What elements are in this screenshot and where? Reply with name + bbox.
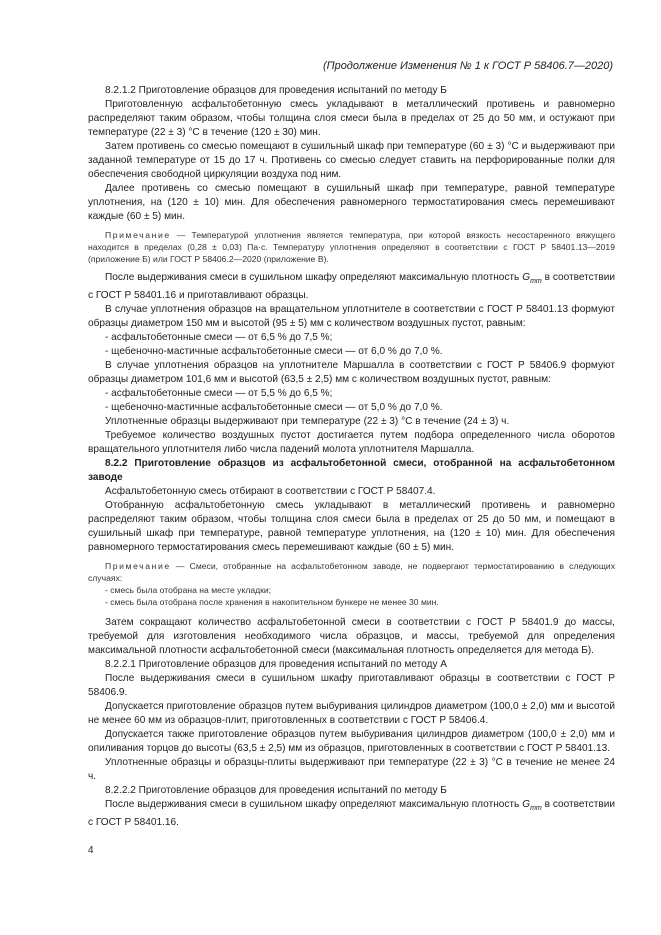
paragraph: Приготовленную асфальтобетонную смесь укладывают в металлический противень и равномерно распределяют таким образом, чтобы толщина слоя смеси была в пределах от 25 до 50 мм, и остужают при температуре (22 ± 3) °С в течение (120 ± 30) мин.: [88, 99, 615, 138]
paragraph: Уплотненные образцы выдерживают при температуре (22 ± 3) °С в течение (24 ± 3) ч.: [105, 416, 510, 428]
note: [88, 230, 615, 265]
list-item: - щебеночно-мастичные асфальтобетонные смеси — от 5,0 % до 7,0 %.: [105, 402, 443, 414]
section-heading: 8.2.2 Приготовление образцов из асфальтобетонной смеси, отобранной на асфальтобетонном заводе: [88, 458, 615, 484]
paragraph: Далее противень со смесью помещают в сушильный шкаф при температуре, равной температуре уплотнения, на (120 ± 10) мин. Для обеспечения равномерного термостатирования смесь перемешивают каждые (60 ± 5) мин.: [88, 183, 615, 222]
paragraph: Асфальтобетонную смесь отбирают в соответствии с ГОСТ Р 58407.4.: [105, 486, 436, 498]
page-number: 4: [88, 845, 94, 856]
note-list-item: - смесь была отобрана на месте укладки;: [105, 585, 272, 595]
note-list-item: - смесь была отобрана после хранения в накопительном бункере не менее 30 мин.: [105, 596, 439, 607]
list-item: - асфальтобетонные смеси — от 5,5 % до 6,5 %;: [105, 388, 333, 400]
paragraph: Уплотненные образцы и образцы-плиты выдерживают при температуре (22 ± 3) °С в течение не менее 24 ч.: [88, 756, 615, 782]
subsection-heading: 8.2.2.2 Приготовление образцов для проведения испытаний по методу Б: [105, 784, 447, 796]
paragraph: Допускается также приготовление образцов путем выбуривания цилиндров диаметром (100,0 ± 2,0) мм и опиливания торцов до высоты (63,5 ± 2,5) мм из образцов, приготовленных в соответствии с ГОСТ Р 58401.13.: [88, 728, 615, 754]
paragraph: Требуемое количество воздушных пустот достигается путем подбора определенного числа оборотов вращательного уплотнителя либо числа падений молота уплотнителя Маршалла.: [88, 430, 615, 456]
paragraph: В случае уплотнения образцов на уплотнителе Маршалла в соответствии с ГОСТ Р 58406.9 формуют образцы диаметром 101,6 мм и высотой (63,5 ± 2,5) мм с количеством воздушных пустот, равным:: [88, 360, 615, 386]
paragraph: После выдерживания смеси в сушильном шкафу определяют максимальную плотность $G_{mm}$ в соответствии с ГОСТ Р 58401.16 и приготавливают образцы.: [88, 272, 615, 302]
paragraph: Затем сокращают количество асфальтобетонной смеси в соответствии с ГОСТ Р 58401.9 до массы, требуемой для изготовления необходимого числа образцов, и массы, требуемой для определения максимальной плотности асфальтобетонной смеси (максимальная плотность определяется для метода Б).: [88, 616, 615, 656]
paragraph: В случае уплотнения образцов на вращательном уплотнителе в соответствии с ГОСТ Р 58401.13 формуют образцы диаметром 150 мм и высотой (95 ± 5) мм с количеством воздушных пустот, равным:: [88, 304, 615, 330]
paragraph: Отобранную асфальтобетонную смесь укладывают в металлический противень и равномерно распределяют таким образом, чтобы толщина слоя смеси была в пределах от 25 до 50 мм, и помещают в сушильный шкаф при температуре, равной температуре уплотнения, на (120 ± 10) мин. Для обеспечения равномерного термостатирования смесь перемешивают каждые (60 ± 5) мин.: [88, 500, 615, 554]
note-label: Примечание: [105, 561, 171, 572]
subsection-heading: 8.2.2.1 Приготовление образцов для проведения испытаний по методу А: [105, 658, 448, 670]
note-text: — Температурой уплотнения является температура, при которой вязкость несостаренного вяжущего находится в пределах (0,28 ± 0,03) Па·с. Температуру уплотнения определяют в соответствии с ГОСТ Р 58401.13—2019 (приложение Б) или ГОСТ Р 58406.2—2020 (приложение В).: [88, 230, 615, 264]
subsection-heading: 8.2.1.2 Приготовление образцов для проведения испытаний по методу Б: [105, 85, 447, 96]
density-symbol: G: [522, 272, 531, 284]
paragraph: После выдерживания смеси в сушильном шкафу приготавливают образцы в соответствии с ГОСТ Р 58406.9.: [88, 672, 615, 698]
paragraph: Затем противень со смесью помещают в сушильный шкаф при температуре (60 ± 3) °С и выдерживают при заданной температуре от 15 до 17 ч. Противень со смесью следует ставить на перфорированные полки для обеспечения свободной циркуляции воздуха под ним.: [88, 141, 615, 180]
note-label: Примечание: [105, 230, 171, 240]
density-symbol: G: [522, 798, 531, 810]
running-header: (Продолжение Изменения № 1 к ГОСТ Р 58406.7—2020): [322, 60, 613, 72]
paragraph: После выдерживания смеси в сушильном шкафу определяют максимальную плотность $G_{mm}$ в соответствии с ГОСТ Р 58401.16.: [88, 798, 615, 828]
list-item: - асфальтобетонные смеси — от 6,5 % до 7,5 %;: [105, 332, 333, 344]
list-item: - щебеночно-мастичные асфальтобетонные смеси — от 6,0 % до 7,0 %.: [105, 346, 443, 358]
paragraph: Допускается приготовление образцов путем выбуривания цилиндров диаметром (100,0 ± 2,0) мм и высотой не менее 60 мм из образцов-плит, приготовленных в соответствии с ГОСТ Р 58406.4.: [88, 700, 615, 726]
note-text: — Смеси, отобранные на асфальтобетонном заводе, не подвергают термостатированию в следующих случаях:: [88, 561, 615, 584]
note: [88, 561, 615, 585]
document-body: [88, 84, 615, 830]
